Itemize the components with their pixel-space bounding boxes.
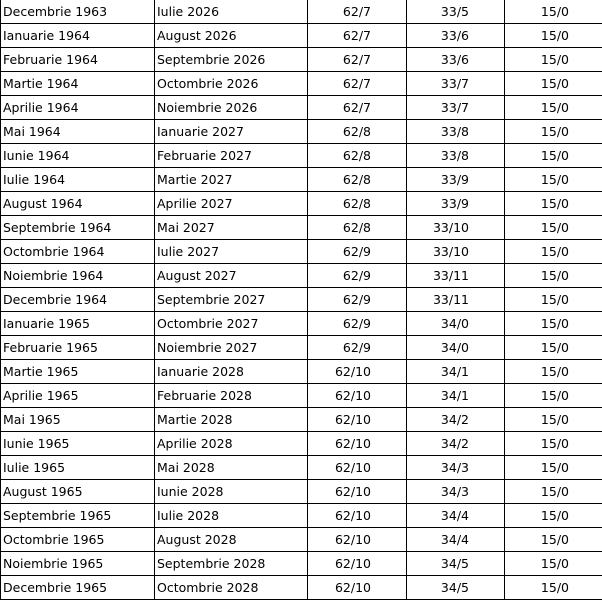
retirement-date-cell: Septembrie 2028 bbox=[155, 552, 308, 576]
minimum-contribution-cell: 15/0 bbox=[505, 192, 602, 216]
minimum-contribution-cell: 15/0 bbox=[505, 384, 602, 408]
table-row bbox=[1, 72, 602, 96]
minimum-contribution-cell: 15/0 bbox=[505, 288, 602, 312]
retirement-date-cell: Octombrie 2026 bbox=[155, 72, 308, 96]
birth-date-cell: Martie 1965 bbox=[1, 360, 155, 384]
contribution-cell: 33/8 bbox=[407, 144, 505, 168]
minimum-contribution-cell: 15/0 bbox=[505, 216, 602, 240]
retirement-date-cell: Aprilie 2027 bbox=[155, 192, 308, 216]
retirement-date-cell: Ianuarie 2027 bbox=[155, 120, 308, 144]
birth-date-cell: Ianuarie 1965 bbox=[1, 312, 155, 336]
table-row bbox=[1, 528, 602, 552]
table-row bbox=[1, 216, 602, 240]
minimum-contribution-cell: 15/0 bbox=[505, 408, 602, 432]
contribution-cell: 33/9 bbox=[407, 168, 505, 192]
contribution-cell: 34/1 bbox=[407, 360, 505, 384]
birth-date-cell: Aprilie 1964 bbox=[1, 96, 155, 120]
contribution-cell: 34/5 bbox=[407, 552, 505, 576]
minimum-contribution-cell: 15/0 bbox=[505, 552, 602, 576]
retirement-date-cell: Martie 2028 bbox=[155, 408, 308, 432]
birth-date-cell: Octombrie 1965 bbox=[1, 528, 155, 552]
standard-age-cell: 62/7 bbox=[308, 48, 407, 72]
minimum-contribution-cell: 15/0 bbox=[505, 264, 602, 288]
standard-age-cell: 62/9 bbox=[308, 288, 407, 312]
table-body bbox=[1, 0, 602, 600]
standard-age-cell: 62/10 bbox=[308, 360, 407, 384]
birth-date-cell: Decembrie 1964 bbox=[1, 288, 155, 312]
birth-date-cell: Martie 1964 bbox=[1, 72, 155, 96]
retirement-date-cell: Februarie 2028 bbox=[155, 384, 308, 408]
retirement-date-cell: Februarie 2027 bbox=[155, 144, 308, 168]
standard-age-cell: 62/10 bbox=[308, 528, 407, 552]
retirement-date-cell: Octombrie 2028 bbox=[155, 576, 308, 600]
table-row bbox=[1, 48, 602, 72]
contribution-cell: 33/11 bbox=[407, 264, 505, 288]
standard-age-cell: 62/7 bbox=[308, 72, 407, 96]
birth-date-cell: Ianuarie 1964 bbox=[1, 24, 155, 48]
contribution-cell: 34/4 bbox=[407, 504, 505, 528]
birth-date-cell: Decembrie 1963 bbox=[1, 0, 155, 24]
retirement-date-cell: Ianuarie 2028 bbox=[155, 360, 308, 384]
birth-date-cell: Decembrie 1965 bbox=[1, 576, 155, 600]
birth-date-cell: Februarie 1965 bbox=[1, 336, 155, 360]
standard-age-cell: 62/10 bbox=[308, 480, 407, 504]
table-row bbox=[1, 312, 602, 336]
minimum-contribution-cell: 15/0 bbox=[505, 528, 602, 552]
birth-date-cell: August 1965 bbox=[1, 480, 155, 504]
minimum-contribution-cell: 15/0 bbox=[505, 96, 602, 120]
table-row bbox=[1, 24, 602, 48]
standard-age-cell: 62/9 bbox=[308, 312, 407, 336]
retirement-date-cell: Iulie 2026 bbox=[155, 0, 308, 24]
table-row bbox=[1, 96, 602, 120]
standard-age-cell: 62/9 bbox=[308, 240, 407, 264]
standard-age-cell: 62/9 bbox=[308, 336, 407, 360]
contribution-cell: 33/7 bbox=[407, 96, 505, 120]
birth-date-cell: Mai 1964 bbox=[1, 120, 155, 144]
minimum-contribution-cell: 15/0 bbox=[505, 120, 602, 144]
table-row bbox=[1, 504, 602, 528]
table-row bbox=[1, 144, 602, 168]
minimum-contribution-cell: 15/0 bbox=[505, 504, 602, 528]
retirement-date-cell: Martie 2027 bbox=[155, 168, 308, 192]
contribution-cell: 33/5 bbox=[407, 0, 505, 24]
retirement-date-cell: Iulie 2027 bbox=[155, 240, 308, 264]
standard-age-cell: 62/8 bbox=[308, 120, 407, 144]
retirement-date-cell: Aprilie 2028 bbox=[155, 432, 308, 456]
table-row bbox=[1, 480, 602, 504]
minimum-contribution-cell: 15/0 bbox=[505, 576, 602, 600]
birth-date-cell: Iunie 1965 bbox=[1, 432, 155, 456]
birth-date-cell: Iulie 1964 bbox=[1, 168, 155, 192]
birth-date-cell: Iunie 1964 bbox=[1, 144, 155, 168]
table-row bbox=[1, 408, 602, 432]
retirement-date-cell: August 2028 bbox=[155, 528, 308, 552]
contribution-cell: 34/2 bbox=[407, 432, 505, 456]
standard-age-cell: 62/10 bbox=[308, 408, 407, 432]
birth-date-cell: Iulie 1965 bbox=[1, 456, 155, 480]
minimum-contribution-cell: 15/0 bbox=[505, 72, 602, 96]
birth-date-cell: Noiembrie 1964 bbox=[1, 264, 155, 288]
contribution-cell: 34/3 bbox=[407, 480, 505, 504]
retirement-date-cell: Septembrie 2027 bbox=[155, 288, 308, 312]
minimum-contribution-cell: 15/0 bbox=[505, 360, 602, 384]
retirement-date-cell: Noiembrie 2026 bbox=[155, 96, 308, 120]
birth-date-cell: Aprilie 1965 bbox=[1, 384, 155, 408]
minimum-contribution-cell: 15/0 bbox=[505, 432, 602, 456]
retirement-date-cell: Septembrie 2026 bbox=[155, 48, 308, 72]
standard-age-cell: 62/7 bbox=[308, 24, 407, 48]
minimum-contribution-cell: 15/0 bbox=[505, 24, 602, 48]
minimum-contribution-cell: 15/0 bbox=[505, 336, 602, 360]
birth-date-cell: Mai 1965 bbox=[1, 408, 155, 432]
standard-age-cell: 62/10 bbox=[308, 456, 407, 480]
birth-date-cell: Februarie 1964 bbox=[1, 48, 155, 72]
contribution-cell: 33/6 bbox=[407, 48, 505, 72]
table-row bbox=[1, 192, 602, 216]
retirement-date-cell: Mai 2028 bbox=[155, 456, 308, 480]
standard-age-cell: 62/7 bbox=[308, 96, 407, 120]
retirement-date-cell: Octombrie 2027 bbox=[155, 312, 308, 336]
table-row bbox=[1, 432, 602, 456]
table-row bbox=[1, 288, 602, 312]
standard-age-cell: 62/8 bbox=[308, 192, 407, 216]
contribution-cell: 34/3 bbox=[407, 456, 505, 480]
contribution-cell: 33/10 bbox=[407, 240, 505, 264]
table-row bbox=[1, 120, 602, 144]
birth-date-cell: Septembrie 1964 bbox=[1, 216, 155, 240]
table-row bbox=[1, 336, 602, 360]
standard-age-cell: 62/8 bbox=[308, 216, 407, 240]
contribution-cell: 34/0 bbox=[407, 336, 505, 360]
contribution-cell: 34/4 bbox=[407, 528, 505, 552]
table-row bbox=[1, 360, 602, 384]
retirement-date-cell: Noiembrie 2027 bbox=[155, 336, 308, 360]
minimum-contribution-cell: 15/0 bbox=[505, 480, 602, 504]
minimum-contribution-cell: 15/0 bbox=[505, 144, 602, 168]
contribution-cell: 34/2 bbox=[407, 408, 505, 432]
birth-date-cell: August 1964 bbox=[1, 192, 155, 216]
standard-age-cell: 62/7 bbox=[308, 0, 407, 24]
standard-age-cell: 62/10 bbox=[308, 384, 407, 408]
contribution-cell: 33/11 bbox=[407, 288, 505, 312]
standard-age-cell: 62/9 bbox=[308, 264, 407, 288]
standard-age-cell: 62/10 bbox=[308, 432, 407, 456]
table-row bbox=[1, 168, 602, 192]
table-row bbox=[1, 0, 602, 24]
contribution-cell: 34/0 bbox=[407, 312, 505, 336]
contribution-cell: 33/10 bbox=[407, 216, 505, 240]
retirement-date-cell: August 2027 bbox=[155, 264, 308, 288]
retirement-date-cell: August 2026 bbox=[155, 24, 308, 48]
retirement-date-cell: Iunie 2028 bbox=[155, 480, 308, 504]
standard-age-cell: 62/8 bbox=[308, 168, 407, 192]
table-row bbox=[1, 384, 602, 408]
birth-date-cell: Septembrie 1965 bbox=[1, 504, 155, 528]
table-row bbox=[1, 264, 602, 288]
birth-date-cell: Octombrie 1964 bbox=[1, 240, 155, 264]
table-row bbox=[1, 576, 602, 600]
retirement-date-cell: Iulie 2028 bbox=[155, 504, 308, 528]
minimum-contribution-cell: 15/0 bbox=[505, 48, 602, 72]
contribution-cell: 33/9 bbox=[407, 192, 505, 216]
contribution-cell: 34/1 bbox=[407, 384, 505, 408]
contribution-cell: 33/6 bbox=[407, 24, 505, 48]
contribution-cell: 33/7 bbox=[407, 72, 505, 96]
standard-age-cell: 62/8 bbox=[308, 144, 407, 168]
table-row bbox=[1, 552, 602, 576]
minimum-contribution-cell: 15/0 bbox=[505, 456, 602, 480]
standard-age-cell: 62/10 bbox=[308, 504, 407, 528]
retirement-date-cell: Mai 2027 bbox=[155, 216, 308, 240]
table-row bbox=[1, 240, 602, 264]
contribution-cell: 34/5 bbox=[407, 576, 505, 600]
table-row bbox=[1, 456, 602, 480]
standard-age-cell: 62/10 bbox=[308, 576, 407, 600]
standard-age-cell: 62/10 bbox=[308, 552, 407, 576]
minimum-contribution-cell: 15/0 bbox=[505, 240, 602, 264]
minimum-contribution-cell: 15/0 bbox=[505, 312, 602, 336]
birth-date-cell: Noiembrie 1965 bbox=[1, 552, 155, 576]
minimum-contribution-cell: 15/0 bbox=[505, 0, 602, 24]
contribution-cell: 33/8 bbox=[407, 120, 505, 144]
minimum-contribution-cell: 15/0 bbox=[505, 168, 602, 192]
